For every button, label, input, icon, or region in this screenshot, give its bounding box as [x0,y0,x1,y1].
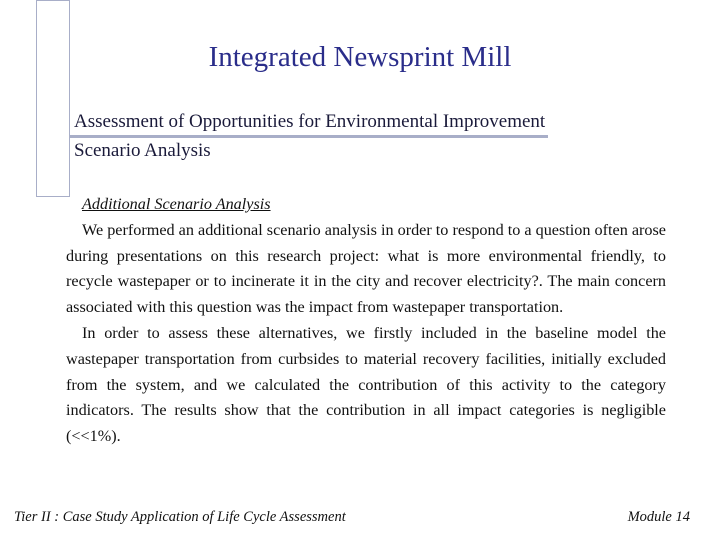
section-heading: Additional Scenario Analysis [82,195,271,213]
slide-title: Integrated Newsprint Mill [208,41,512,73]
footer-module-label: Module 14 [627,509,690,525]
paragraph-1: We performed an additional scenario analysis in order to respond to a question often arose during presentations on this research project: what is more environmental friendly, to recycle wastepaper or to incinerate it in the city and recover electricity?. The main concern associated with this question was the impact from wastepaper transportation. [66,220,666,317]
subtitle-line-1: Assessment of Opportunities for Environmental Improvement [74,111,546,132]
decorative-vertical-bar [36,0,70,197]
footer-course-title: Tier II : Case Study Application of Life Cycle Assessment [14,509,346,525]
body-content [66,192,666,450]
paragraph-2: In order to assess these alternatives, we firstly included in the baseline model the wastepaper transportation from curbsides to material recovery facilities, initially excluded from the system, and we calculated the contribution of this activity to the category indicators. The results show that the contribution in all impact categories is negligible (<<1%). [66,323,666,446]
slide-subtitle [74,110,545,163]
subtitle-line-2: Scenario Analysis [74,139,211,161]
